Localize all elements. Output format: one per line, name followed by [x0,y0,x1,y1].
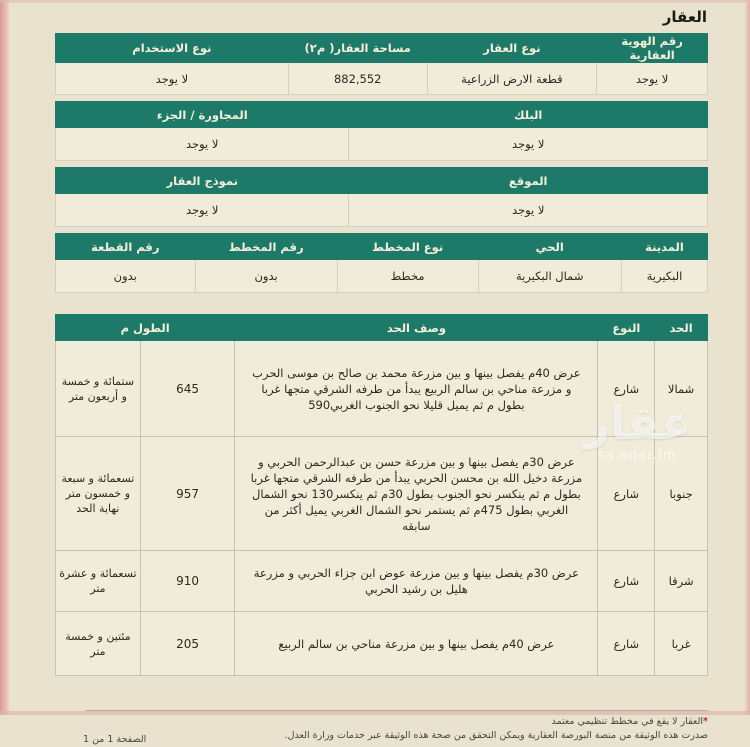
property-area-value: 882,552 [288,63,427,95]
boundary-length-words: تسعمائة و عشرة متر [56,551,141,612]
column-header-district: الحي [478,234,621,260]
usage-type-value: لا يوجد [56,63,289,95]
column-header-plan-type: نوع المخطط [337,234,478,260]
boundary-description: عرض 30م يفصل بينها و بين مزرعة حسن بن عبدالرحمن الحربي و مزرعة دخيل الله بن محسن الحربي يبدأ من طرفه الشرقي متجها غربا بطول م ثم ينكسر نحو الجنوب بطول 30م ثم ينكسر130 نحو الشمال الغربي بطول 475م ثم يستمر نحو الشمال الغربي يميل أكثر من سابقه [235,437,598,551]
boundary-row-north [56,341,708,437]
column-header-property-area: مساحة العقار( م٢) [288,34,427,63]
plot-number-value: بدون [56,260,196,293]
boundary-description: عرض 40م يفصل بينها و بين مزرعة محمد بن صالح بن موسى الحرب و مزرعة مناحي بن سالم الربيع يبدأ من طرفه الشرقي متجها غربا بطول م ثم يميل قليلا نحو الجنوب الغربي590 [235,341,598,437]
boundary-description: عرض 30م يفصل بينها و بين مزرعة عوض ابن جزاء الحربي و مزرعة هليل بن رشيد الحربي [235,551,598,612]
boundary-side: غربا [655,612,708,676]
column-header-plan-number: رقم المخطط [195,234,337,260]
boundary-row-east [56,551,708,612]
footnote-plan-disclaimer-text: العقار لا يقع في مخطط تنظيمي معتمد [551,716,704,727]
footnote-issuance-note: صدرت هذه الوثيقة من منصة البورصة العقارية ويمكن التحقق من صحة هذه الوثيقة عبر خدمات وزارة العدل. [284,730,708,741]
boundary-length: 957 [140,437,235,551]
city-value-row [56,260,708,293]
city-value: البكيرية [621,260,707,293]
footnotes [55,715,708,743]
city-table [55,233,708,293]
boundary-length: 910 [140,551,235,612]
column-header-length-m: الطول م [56,315,235,341]
identity-table [55,33,708,95]
column-header-type: النوع [598,315,655,341]
boundary-type: شارع [598,437,655,551]
scan-edge-bottom [0,711,750,715]
scan-edge-top [0,0,750,3]
column-header-plot-number: رقم القطعة [56,234,196,260]
footnote-plan-disclaimer [55,715,708,729]
location-value: لا يوجد [349,194,708,227]
property-id-value: لا يوجد [597,63,708,95]
column-header-property-type: نوع العقار [427,34,597,63]
column-header-usage-type: نوع الاستخدام [56,34,289,63]
boundary-side: جنوبا [655,437,708,551]
column-header-property-model: نموذج العقار [56,168,349,194]
aqar-watermark-logo: عقار [583,396,692,450]
boundary-side: شمالا [655,341,708,437]
district-value: شمال البكيرية [478,260,621,293]
column-header-boundary: الحد [655,315,708,341]
boundary-length: 645 [140,341,235,437]
property-model-value: لا يوجد [56,194,349,227]
identity-header-row [56,34,708,63]
boundary-side: شرقا [655,551,708,612]
column-header-property-id: رقم الهوية العقارية [597,34,708,63]
block-value-row [56,128,708,161]
page-number: الصفحة 1 من 1 [83,734,147,745]
identity-value-row [56,63,708,95]
scan-edge-left [0,0,9,715]
property-type-value: قطعة الارض الزراعية [427,63,597,95]
city-header-row [56,234,708,260]
boundary-type: شارع [598,341,655,437]
column-header-adjacent-part: المجاورة / الجزء [56,102,349,128]
location-table [55,167,708,227]
boundary-row-west [56,612,708,676]
column-header-block: البلك [349,102,708,128]
location-value-row [56,194,708,227]
block-value: لا يوجد [349,128,708,161]
aqar-watermark-domain: sa.aqar.fm [598,448,677,463]
boundary-row-south [56,437,708,551]
boundary-type: شارع [598,551,655,612]
block-header-row [56,102,708,128]
boundary-length-words: تسعمائة و سبعة و خمسون متر نهاية الحد [56,437,141,551]
adjacent-part-value: لا يوجد [56,128,349,161]
block-table [55,101,708,161]
plan-type-value: مخطط [337,260,478,293]
boundary-length-words: مئتين و خمسة متر [56,612,141,676]
footnote-asterisk: * [703,716,708,727]
boundary-length-words: ستمائة و خمسة و أربعون متر [56,341,141,437]
page-title: العقار [662,8,707,26]
boundaries-header-row [56,315,708,341]
document-page [55,0,708,743]
column-header-location: الموقع [349,168,708,194]
boundary-length: 205 [140,612,235,676]
boundary-type: شارع [598,612,655,676]
boundary-description: عرض 40م يفصل بينها و بين مزرعة مناحي بن سالم الربيع [235,612,598,676]
location-header-row [56,168,708,194]
column-header-city: المدينة [621,234,707,260]
plan-number-value: بدون [195,260,337,293]
column-header-boundary-description: وصف الحد [235,315,598,341]
scan-edge-right [745,0,750,715]
boundaries-table [55,314,708,676]
